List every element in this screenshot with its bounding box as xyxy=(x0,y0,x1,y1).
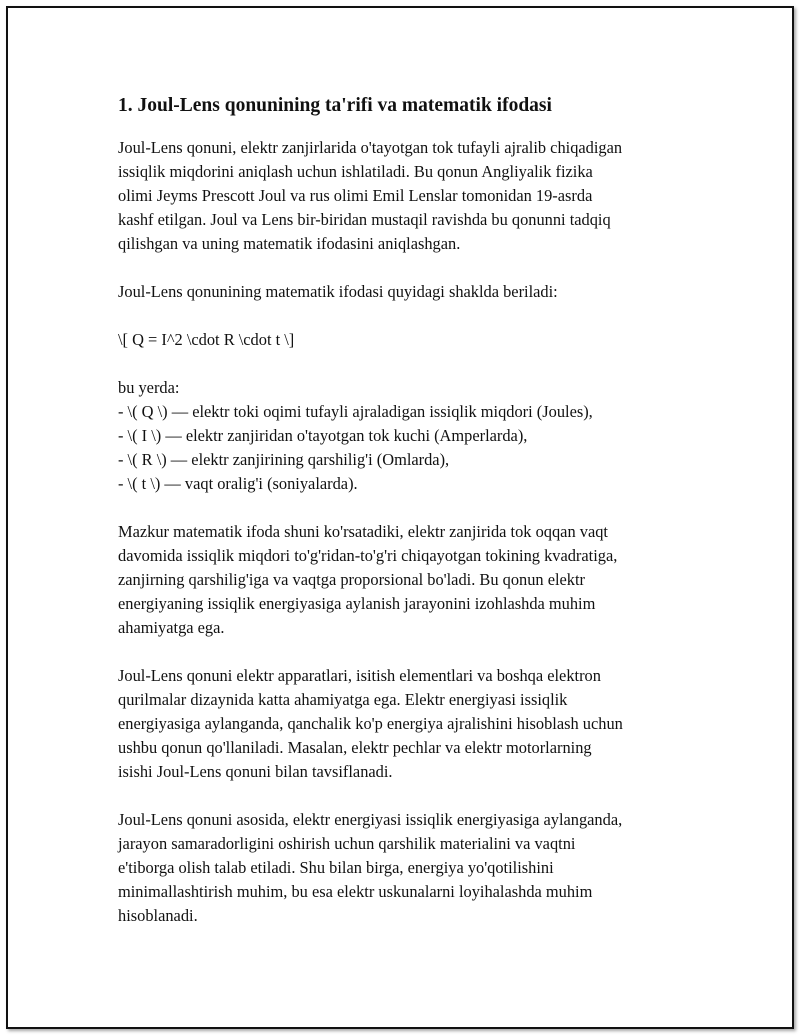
paragraph-4 xyxy=(118,808,698,928)
text-line: isishi Joul-Lens qonuni bilan tavsiflanadi. xyxy=(118,762,393,781)
definitions-list xyxy=(118,376,698,496)
text-line: hisoblanadi. xyxy=(118,906,198,925)
text-line: energiyasiga aylanganda, qanchalik ko'p energiya ajralishini hisoblash uchun xyxy=(118,714,623,733)
text-line: ahamiyatga ega. xyxy=(118,618,225,637)
text-line: zanjirning qarshilig'iga va vaqtga proporsional bo'ladi. Bu qonun elektr xyxy=(118,570,586,589)
definition-item: - \( R \) — elektr zanjirining qarshilig'i (Omlarda), xyxy=(118,450,450,469)
text-line: energiyaning issiqlik energiyasiga aylanish jarayonini izohlashda muhim xyxy=(118,594,596,613)
text-line: qilishgan va uning matematik ifodasini aniqlashgan. xyxy=(118,234,461,253)
text-line: minimallashtirish muhim, bu esa elektr uskunalarni loyihalashda muhim xyxy=(118,882,593,901)
text-line: e'tiborga olish talab etiladi. Shu bilan birga, energiya yo'qotilishini xyxy=(118,858,554,877)
text-line: ushbu qonun qo'llaniladi. Masalan, elektr pechlar va elektr motorlarning xyxy=(118,738,592,757)
text-line: Joul-Lens qonuni asosida, elektr energiyasi issiqlik energiyasiga aylanganda, xyxy=(118,810,623,829)
text-line: issiqlik miqdorini aniqlash uchun ishlatiladi. Bu qonun Angliyalik fizika xyxy=(118,162,593,181)
text-line: Joul-Lens qonuni, elektr zanjirlarida o'tayotgan tok tufayli ajralib chiqadigan xyxy=(118,138,623,157)
paragraph-2 xyxy=(118,520,698,640)
text-line: Mazkur matematik ifoda shuni ko'rsatadiki, elektr zanjirida tok oqqan vaqt xyxy=(118,522,608,541)
text-line: qurilmalar dizaynida katta ahamiyatga ega. Elektr energiyasi issiqlik xyxy=(118,690,568,709)
text-line: Joul-Lens qonuni elektr apparatlari, isitish elementlari va boshqa elektron xyxy=(118,666,601,685)
text-line: kashf etilgan. Joul va Lens bir-biridan mustaqil ravishda bu qonunni tadqiq xyxy=(118,210,611,229)
text-line: jarayon samaradorligini oshirish uchun qarshilik materialini va vaqtni xyxy=(118,834,576,853)
section-heading: 1. Joul-Lens qonunining ta'rifi va matematik ifodasi xyxy=(118,95,552,116)
formula-intro: Joul-Lens qonunining matematik ifodasi quyidagi shaklda beriladi: xyxy=(118,282,558,301)
definitions-intro: bu yerda: xyxy=(118,378,180,397)
document-content xyxy=(118,92,698,952)
intro-paragraph xyxy=(118,136,698,256)
paragraph-3 xyxy=(118,664,698,784)
text-line: davomida issiqlik miqdori to'g'ridan-to'g'ri chiqayotgan tokining kvadratiga, xyxy=(118,546,618,565)
text-line: olimi Jeyms Prescott Joul va rus olimi Emil Lenslar tomonidan 19-asrda xyxy=(118,186,593,205)
definition-item: - \( t \) — vaqt oralig'i (soniyalarda). xyxy=(118,474,358,493)
definition-item: - \( Q \) — elektr toki oqimi tufayli ajraladigan issiqlik miqdori (Joules), xyxy=(118,402,593,421)
formula: \[ Q = I^2 \cdot R \cdot t \] xyxy=(118,330,295,349)
definition-item: - \( I \) — elektr zanjiridan o'tayotgan tok kuchi (Amperlarda), xyxy=(118,426,528,445)
